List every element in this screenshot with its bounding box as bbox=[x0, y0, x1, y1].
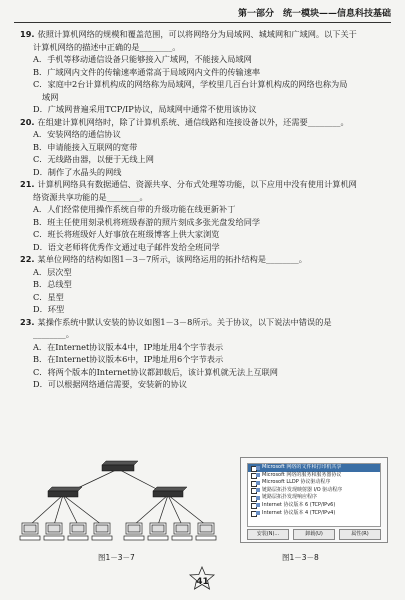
q21-option-c: C．班长将班级好人好事放在班级博客上供大家浏览 bbox=[33, 229, 220, 239]
q20-option-b: B．申请能接入互联网的宽带 bbox=[33, 141, 138, 152]
figure-1-caption: 图1－3－7 bbox=[98, 553, 135, 562]
q19-option-b: B．广域网内文件的传输速率通常高于局域网内文件的传输速率 bbox=[33, 66, 261, 77]
core-switch-icon bbox=[102, 461, 138, 471]
protocol-item: Microsoft 网络的文件和打印机共享 bbox=[248, 464, 380, 472]
protocol-item: Internet 协议版本 6 (TCP/IPv6) bbox=[248, 502, 380, 510]
question-21-stem-cont: 络资源共享功能的是________。 bbox=[33, 191, 148, 202]
q20-option-a: A．安装网络的通信协议 bbox=[33, 129, 121, 139]
protocol-item: Internet 协议版本 4 (TCP/IPv4) bbox=[248, 510, 380, 518]
computer-icons bbox=[20, 523, 216, 540]
install-button: 安装(N)... bbox=[247, 529, 289, 540]
q22-option-a: A．层次型 bbox=[33, 266, 72, 277]
dialog-buttons bbox=[247, 529, 381, 539]
q22-option-d: D．环型 bbox=[33, 304, 65, 314]
q20-option-c: C．无线路由器，以便于无线上网 bbox=[33, 154, 154, 164]
protocol-item: 链路层拓扑发现映射器 I/O 驱动程序 bbox=[248, 487, 380, 495]
figures bbox=[18, 455, 388, 567]
q23-option-c: C．将两个版本的Internet协议都卸载后，该计算机就无法上互联网 bbox=[33, 366, 278, 377]
q20-option-d: D．制作了水晶头的网线 bbox=[33, 166, 122, 177]
protocol-item: Microsoft 网络的服务和服务器协议 bbox=[248, 472, 380, 480]
q21-option-d: D．语文老师将优秀作文通过电子邮件发给全班同学 bbox=[33, 241, 220, 252]
question-content bbox=[20, 28, 389, 391]
protocol-item: 链路层拓扑发现响应程序 bbox=[248, 494, 380, 502]
question-20-stem: 20. 在组建计算机网络时，除了计算机系统、通信线路和连接设备以外，还需要________。 bbox=[20, 116, 349, 127]
header-rule bbox=[14, 22, 391, 23]
network-topology-figure bbox=[18, 455, 218, 550]
question-19-stem: 19. 依照计算机网络的规模和覆盖范围，可以将网络分为局域网、城域网和广域网。以下关于 bbox=[20, 29, 357, 39]
page-header: 第一部分 统一模块——信息科技基础 bbox=[237, 9, 391, 19]
question-21-stem: 21. 计算机网络具有数据通信、资源共享、分布式处理等功能，以下应用中没有使用计算机网 bbox=[20, 179, 357, 189]
question-23-stem-cont: ________。 bbox=[33, 329, 74, 339]
switch-right-icon bbox=[153, 487, 187, 497]
question-23-stem: 23. 某操作系统中默认安装的协议如图1－3－8所示。关于协议，以下说法中错误的是 bbox=[20, 316, 332, 327]
q19-option-c-cont: 域网 bbox=[42, 91, 59, 102]
q23-option-a: A．在Internet协议版本4中，IP地址用4个字节表示 bbox=[33, 341, 224, 352]
q22-option-c: C．星型 bbox=[33, 291, 64, 302]
q19-option-d: D．广域网普遍采用TCP/IP协议，局域网中通常不使用该协议 bbox=[33, 104, 257, 114]
protocol-list bbox=[247, 463, 381, 527]
q21-option-a: A．人们经常使用操作系统自带的升级功能在线更新补丁 bbox=[33, 204, 236, 214]
protocol-dialog-figure bbox=[240, 457, 388, 543]
q23-option-b: B．在Internet协议版本6中，IP地址用6个字节表示 bbox=[33, 354, 224, 364]
figure-2-caption: 图1－3－8 bbox=[282, 553, 319, 562]
question-22-stem: 22. 某单位网络的结构如图1－3－7所示，该网络运用的拓扑结构是________。 bbox=[20, 254, 307, 264]
switch-left-icon bbox=[48, 487, 82, 497]
question-19-stem-cont: 计算机网络的描述中正确的是________。 bbox=[33, 41, 181, 52]
q21-option-b: B．班主任使用刻录机将班级春游的照片刻成多张光盘发给同学 bbox=[33, 216, 261, 227]
q19-option-a: A．手机等移动通信设备只能够接入广域网，不能接入局域网 bbox=[33, 54, 252, 64]
protocol-item: Microsoft LLDP 协议驱动程序 bbox=[248, 479, 380, 487]
q19-option-c: C．家庭中2台计算机构成的网络称为局域网，学校里几百台计算机构成的网络也称为局 bbox=[33, 79, 348, 89]
uninstall-button: 卸载(U) bbox=[293, 529, 335, 540]
q22-option-b: B．总线型 bbox=[33, 279, 72, 289]
q23-option-d: D．可以根据网络通信需要，安装新的协议 bbox=[33, 379, 187, 389]
properties-button: 属性(R) bbox=[339, 529, 381, 540]
page-number: 41 bbox=[196, 577, 209, 587]
